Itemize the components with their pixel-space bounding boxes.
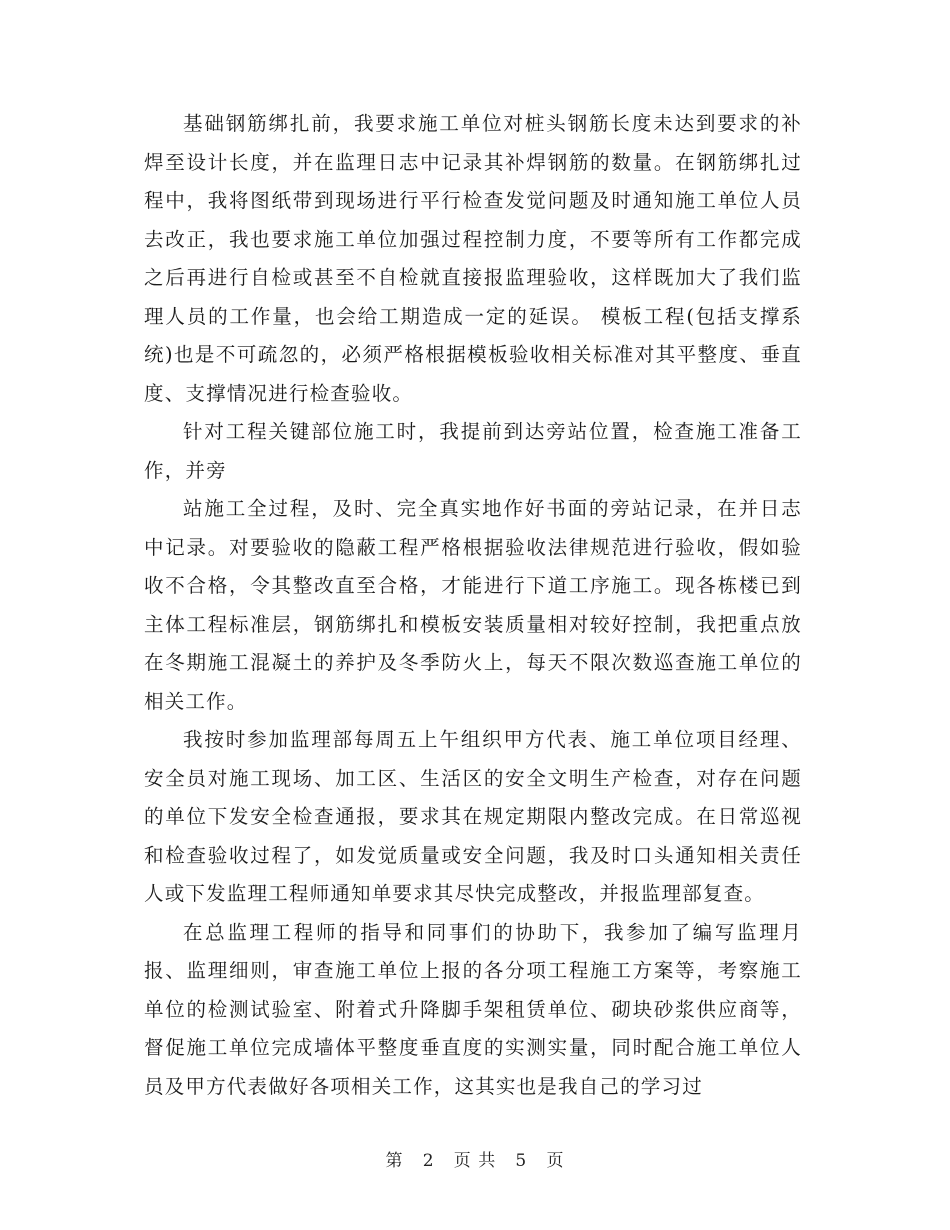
document-body	[144, 105, 802, 1106]
current-page-number: 2	[422, 1151, 435, 1171]
total-pages-number: 5	[515, 1151, 528, 1171]
paragraph-2: 针对工程关键部位施工时，我提前到达旁站位置，检查施工准备工作，并旁	[144, 420, 802, 482]
footer-mid: 页 共	[453, 1151, 497, 1171]
footer-prefix: 第	[385, 1151, 404, 1171]
paragraph-1: 基础钢筋绑扎前，我要求施工单位对桩头钢筋长度未达到要求的补焊至设计长度，并在监理日志中记录其补焊钢筋的数量。在钢筋绑扎过程中，我将图纸带到现场进行平行检查发觉问题及时通知施工单位人员去改正，我也要求施工单位加强过程控制力度，不要等所有工作都完成之后再进行自检或甚至不自检就直接报监理验收，这样既加大了我们监理人员的工作量，也会给工期造成一定的延误。 模板工程(包括支撑系统)也是不可疏忽的，必须严格根据模板验收相关标准对其平整度、垂直度、支撑情况进行检查验收。	[144, 112, 802, 405]
footer-suffix: 页	[546, 1151, 565, 1171]
paragraph-5: 在总监理工程师的指导和同事们的协助下，我参加了编写监理月报、监理细则，审查施工单位上报的各分项工程施工方案等，考察施工单位的检测试验室、附着式升降脚手架租赁单位、砌块砂浆供应商等，督促施工单位完成墙体平整度垂直度的实测实量，同时配合施工单位人员及甲方代表做好各项相关工作，这其实也是我自己的学习过	[144, 920, 802, 1098]
paragraph-3: 站施工全过程，及时、完全真实地作好书面的旁站记录，在并日志中记录。对要验收的隐蔽工程严格根据验收法律规范进行验收，假如验收不合格，令其整改直至合格，才能进行下道工序施工。现各栋楼已到主体工程标准层，钢筋绑扎和模板安装质量相对较好控制，我把重点放在冬期施工混凝土的养护及冬季防火上，每天不限次数巡查施工单位的相关工作。	[144, 497, 802, 713]
page-footer	[0, 1146, 950, 1171]
paragraph-4: 我按时参加监理部每周五上午组织甲方代表、施工单位项目经理、安全员对施工现场、加工区、生活区的安全文明生产检查，对存在问题的单位下发安全检查通报，要求其在规定期限内整改完成。在日常巡视和检查验收过程了，如发觉质量或安全问题，我及时口头通知相关责任人或下发监理工程师通知单要求其尽快完成整改，并报监理部复查。	[144, 728, 802, 905]
